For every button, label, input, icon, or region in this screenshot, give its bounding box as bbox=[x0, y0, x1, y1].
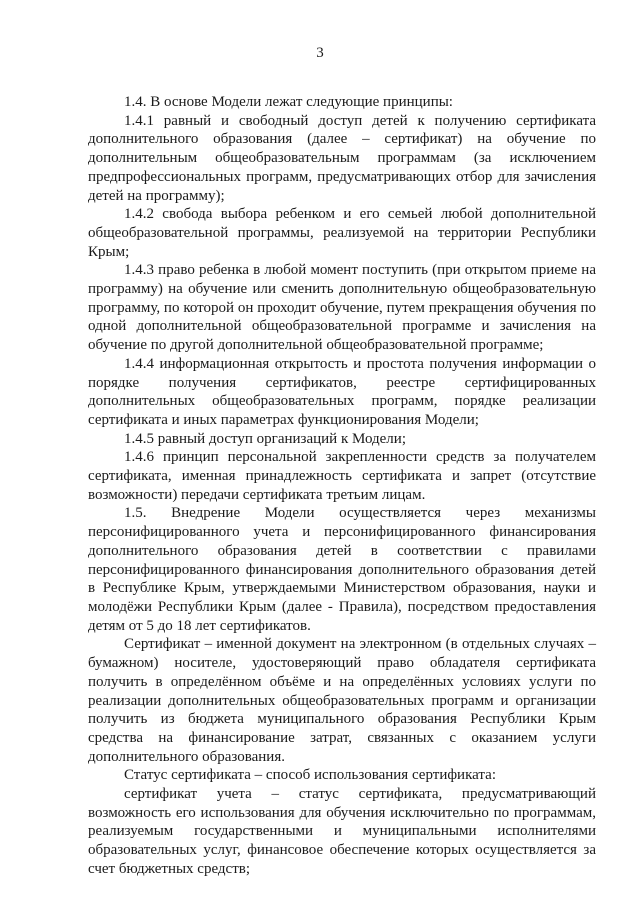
paragraph-certificate-definition: Сертификат – именной документ на электронном (в отдельных случаях – бумажном) носителе, удостоверяющий право обладателя сертификата получить в определённом объёме и на определённых условиях услуги по реализации дополнительных общеобразовательных программ и организации получить из бюджета муниципального образования Республики Крым средства на финансирование затрат, связанных с оказанием услуги дополнительного образования. bbox=[88, 636, 596, 765]
paragraph-1-4-1: 1.4.1 равный и свободный доступ детей к получению сертификата дополнительного образования (далее – сертификат) на обучение по дополнительным общеобразовательным программам (за исключением предпрофессиональных программ, предусматривающих отбор для зачисления детей на программу); bbox=[88, 112, 596, 204]
page-number: 3 bbox=[316, 45, 324, 61]
paragraph-1-4-4: 1.4.4 информационная открытость и простота получения информации о порядке получения сертификатов, реестре сертифицированных дополнительных общеобразовательных программ, порядке реализации сертификата и иных параметрах функционирования Модели; bbox=[88, 355, 596, 428]
paragraph-1-4-3: 1.4.3 право ребенка в любой момент поступить (при открытом приеме на программу) на обучение или сменить дополнительную общеобразовательную программу, по которой он проходит обучение, путем прекращения обучения по одной дополнительной общеобразовательной программе и зачисления на обучение по другой дополнительной общеобразовательной программе; bbox=[88, 262, 596, 354]
paragraph-certificate-status: Статус сертификата – способ использования сертификата: bbox=[124, 767, 496, 784]
paragraph-accounting-certificate: сертификат учета – статус сертификата, предусматривающий возможность его использования для обучения исключительно по программам, реализуемым государственными и муниципальными исполнителями образовательных услуг, финансовое обеспечение которых осуществляется за счет бюджетных средств; bbox=[88, 786, 596, 877]
paragraph-1-4-2: 1.4.2 свобода выбора ребенком и его семьей любой дополнительной общеобразовательной программы, реализуемой на территории Республики Крым; bbox=[88, 206, 596, 260]
document-body bbox=[88, 93, 596, 879]
paragraph-1-4-6: 1.4.6 принцип персональной закрепленности средств за получателем сертификата, именная принадлежность сертификата и запрет (отсутствие возможности) передачи сертификата третьим лицам. bbox=[88, 449, 596, 503]
paragraph-1-4: 1.4. В основе Модели лежат следующие принципы: bbox=[124, 94, 453, 110]
paragraph-1-5: 1.5. Внедрение Модели осуществляется через механизмы персонифицированного учета и персонифицированного финансирования дополнительного образования детей в соответствии с правилами персонифицированного финансирования дополнительного образования детей в Республике Крым, утверждаемыми Министерством образования, науки и молодёжи Республики Крым (далее - Правила), посредством предоставления детям от 5 до 18 лет сертификатов. bbox=[88, 505, 596, 634]
paragraph-1-4-5: 1.4.5 равный доступ организаций к Модели; bbox=[124, 430, 406, 447]
